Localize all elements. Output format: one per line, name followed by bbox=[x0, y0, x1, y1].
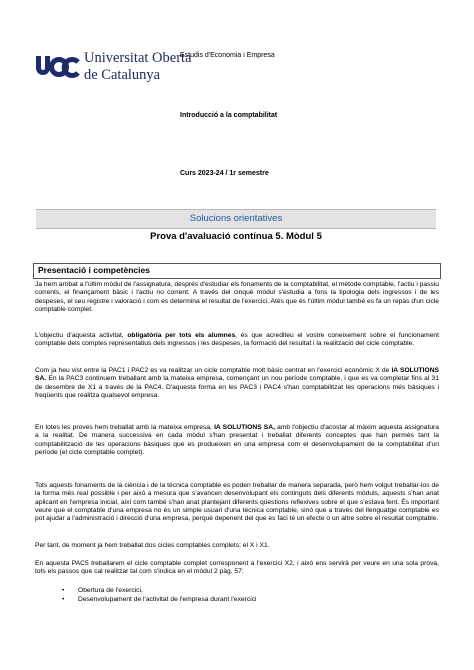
section-heading-box bbox=[33, 263, 441, 279]
course-title: Introducció a la comptabilitat bbox=[180, 112, 278, 119]
paragraph-2-bold: obligatòria per tots els alumnes bbox=[127, 332, 236, 339]
paragraph-4-text-c: amb l'objectiu d'acostar al màxim aquesta assignatura a la realitat. De manera successiva en cada mòdul s'han presentat i treballat diferents conceptes que han permès tant la comptabilització de les operacions bàsiques que es produeixen en una empresa com el desenvolupament de la comptabilitat d'un període (el cicle comptable complet). bbox=[35, 424, 439, 456]
bullet-icon: • bbox=[62, 596, 65, 603]
bullet-text-2: Desenvolupament de l'activitat de l'empresa durant l'exercici bbox=[78, 596, 257, 603]
logo-line-2: de Catalunya bbox=[84, 67, 161, 83]
paragraph-4 bbox=[35, 424, 439, 457]
list-item bbox=[62, 586, 257, 595]
uoc-logo bbox=[34, 50, 192, 92]
logo-line-1: Universitat Oberta bbox=[84, 50, 192, 66]
term-label: Curs 2023-24 / 1r semestre bbox=[180, 170, 269, 177]
uoc-logo-text bbox=[84, 50, 192, 84]
bullet-icon: • bbox=[62, 587, 65, 594]
paragraph-4-text-a: En totes les proves hem treballat amb la mateixa empresa, bbox=[35, 424, 215, 431]
paragraph-7: En aquesta PAC5 treballarem el cicle comptable complet corresponent a l'exercici X2, i això ens servirà per veure en una sola prova, tots els passos que cal realitzar tal com s'indica en el mòdul 2 pàg. 57: bbox=[35, 560, 439, 576]
bullet-list bbox=[62, 586, 257, 604]
document-subtitle: Prova d'avaluació contínua 5. Mòdul 5 bbox=[150, 231, 322, 242]
paragraph-2-text-c: , és que acrediteu el vostre coneixement sobre el funcionament comptable dels comptes representatius dels ingressos i les despeses, la formació del resultat i la realització del cicle comptable. bbox=[35, 332, 439, 348]
paragraph-5: Tots aquests fonaments de la ciència i de la tècnica comptable es poden treballar de manera separada, però hem volgut treballar-los de la forma més real possible i per això a mesura que s'avancen desenvolupant els continguts dels diferents mòduls, aquests s'han anat aplicant en l'empresa inicial, així com també s'han anat plantejant diferents qüestions reflexives sobre el que s'estava fent. És important veure que el comptable d'una empresa no és un simple usuari d'una tècnica comptable, sinó que a través del llenguatge comptable es pot ajudar a l'administració i direcció d'una empresa, perquè depenent del que es faci té un efecte o un altre sobre el resultat comptable. bbox=[35, 482, 439, 523]
paragraph-2 bbox=[35, 332, 439, 349]
paragraph-6: Per tant, de moment ja hem treballat dos cicles comptables complets: el X i X1. bbox=[35, 542, 270, 549]
uoc-logo-mark-icon bbox=[34, 52, 80, 82]
paragraph-3 bbox=[35, 367, 439, 400]
title-banner: Solucions orientatives bbox=[36, 209, 436, 229]
paragraph-4-bold: IA SOLUTIONS SA, bbox=[214, 424, 275, 431]
paragraph-3-text-a: Com ja heu vist entre la PAC1 i PAC2 es va realitzar un cicle comptable molt bàsic centrat en l'exercici econòmic X de bbox=[35, 367, 392, 374]
studies-label: Estudis d'Economia i Empresa bbox=[180, 52, 275, 59]
paragraph-3-text-c: En la PAC3 continuem treballant amb la mateixa empresa, començant un nou període comptable, i que es va completar fins al 31 de desembre de X1 a través de la PAC4. D'aquesta forma en les PAC3 i PAC4 s'han comptabilitzat les operacions més bàsiques i freqüents que realitza qualsevol empresa. bbox=[35, 375, 439, 399]
bullet-text-1: Obertura de l'exercici, bbox=[78, 587, 143, 594]
paragraph-3-bold: IA SOLUTIONS SA. bbox=[35, 367, 439, 383]
section-heading: Presentació i competències bbox=[38, 265, 150, 275]
list-item bbox=[62, 595, 257, 604]
paragraph-1: Ja hem arribat a l'últim mòdul de l'assignatura, després d'estudiar els fonaments de la comptabilitat, el mètode comptable, l'actiu i passiu corrents, el finançament bàsic i l'actiu no corrent. A través del cinquè mòdul s'estudia a fons la tipologia dels ingressos i de les despeses, el seu registre i valoració i com es determina el resultat de l'exercici. Atès que és l'últim mòdul també es fa un repàs d'un cicle comptable complet. bbox=[35, 281, 439, 313]
paragraph-2-text-a: L'objectiu d'aquesta activitat, bbox=[35, 332, 128, 339]
